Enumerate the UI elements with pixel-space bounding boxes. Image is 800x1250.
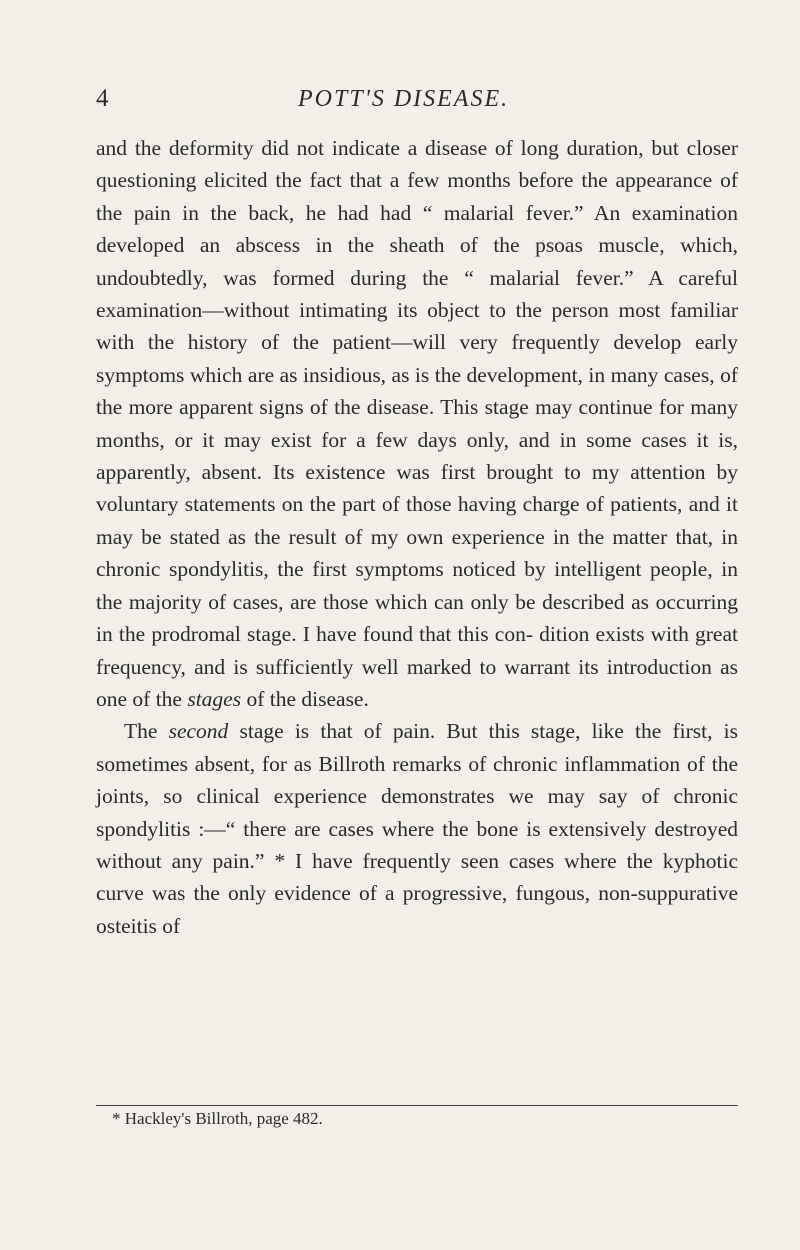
italic-text: stages [187, 686, 242, 711]
paragraph-text: of the disease. [241, 686, 369, 711]
footnote-divider [96, 1105, 738, 1106]
italic-text: second [168, 719, 229, 744]
paragraph [96, 132, 738, 715]
page-header [96, 82, 750, 116]
running-head: POTT'S DISEASE. [298, 86, 510, 112]
paragraph-text: stage is that of pain. But this stage, like the first, is sometimes absent, for as Billroth remarks of chronic inflammation of the joints, so clinical experience demonstrates we may say of chronic spondylitis :—“ there are cases where the bone is extensively destroyed without any pain.” * I have frequently seen cases where the kyphotic curve was the only evidence of a progressive, fungous, non-suppurative osteitis of [96, 719, 738, 938]
footnote: * Hackley's Billroth, page 482. [112, 1109, 323, 1128]
paragraph-text: The [124, 719, 169, 744]
body-text [96, 132, 738, 942]
page-number: 4 [96, 85, 109, 112]
paragraph-text: and the deformity did not indicate a disease of long duration, but closer questioning elicited the fact that a few months before the appearance of the pain in the back, he had had “ malarial fever.” An examination developed an abscess in the sheath of the psoas muscle, which, undoubtedly, was formed during the “ malarial fever.” A careful examination—without intimating its object to the person most familiar with the history of the patient—will very frequently develop early symptoms which are as insidious, as is the development, in many cases, of the more apparent signs of the disease. This stage may continue for many months, or it may exist for a few days only, and in some cases it is, apparently, absent. Its existence was first brought to my attention by voluntary statements on the part of those having charge of patients, and it may be stated as the result of my own experience in the matter that, in chronic spondylitis, the first symptoms noticed by intelligent people, in the majority of cases, are those which can only be described as occurring in the prodromal stage. I have found that this con- dition exists with great frequency, and is sufficiently well marked to warrant its introduction as one of the [96, 136, 738, 711]
paragraph [96, 715, 738, 942]
